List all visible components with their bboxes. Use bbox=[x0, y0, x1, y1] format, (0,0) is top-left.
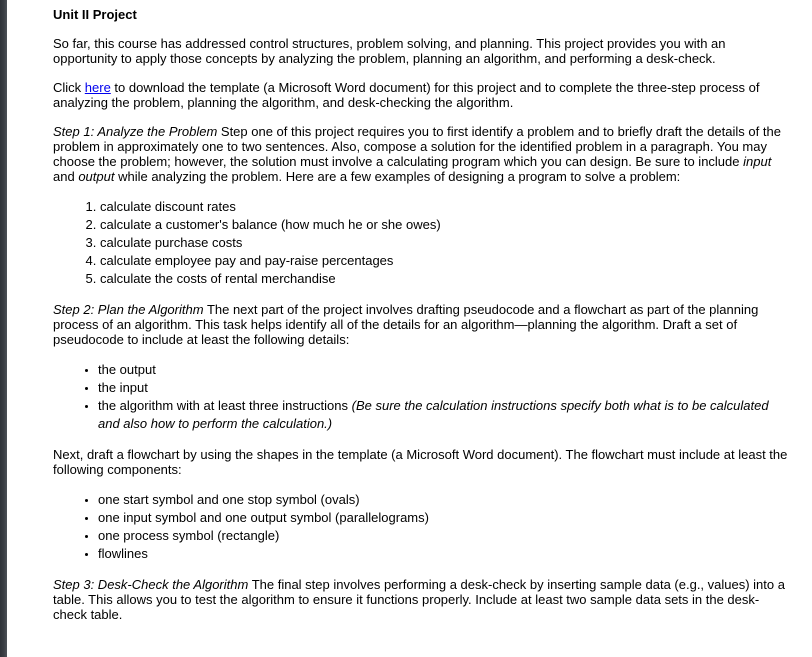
text-segment: So far, this course has addressed control structures, problem solving, and planning. This project provides you with an opportunity to apply those concepts by analyzing the problem, planning an algorithm, and performing a desk-check. bbox=[53, 36, 726, 66]
text-segment: while analyzing the problem. Here are a few examples of designing a program to solve a problem: bbox=[114, 169, 681, 184]
text-segment: calculate employee pay and pay-raise percentages bbox=[100, 253, 394, 268]
program-examples-list bbox=[53, 198, 790, 288]
list-item bbox=[98, 379, 790, 397]
text-segment: output bbox=[78, 169, 115, 184]
text-segment: one process symbol (rectangle) bbox=[98, 528, 280, 543]
list-item bbox=[98, 509, 790, 527]
list-item bbox=[98, 545, 790, 563]
text-segment: The final step involves performing a desk-check by inserting sample data (e.g., values) into a table. This allows you to test the algorithm to ensure it functions properly. Include at least two sample data sets in the desk-check table. bbox=[53, 577, 785, 622]
list-item bbox=[100, 270, 790, 288]
text-segment: calculate a customer's balance (how much he or she owes) bbox=[100, 217, 441, 232]
flowchart-paragraph bbox=[53, 447, 790, 477]
list-item bbox=[98, 491, 790, 509]
text-segment: the input bbox=[98, 380, 148, 395]
list-item bbox=[100, 216, 790, 234]
text-segment: Next, draft a flowchart by using the shapes in the template (a Microsoft Word document). The flowchart must include at least the following components: bbox=[53, 447, 788, 477]
text-segment: Step 3: Desk-Check the Algorithm bbox=[53, 577, 249, 592]
step1-paragraph bbox=[53, 124, 790, 184]
document-body bbox=[53, 36, 790, 622]
left-edge-strip bbox=[0, 0, 7, 657]
text-segment: Step 2: Plan the Algorithm bbox=[53, 302, 204, 317]
pseudocode-details-list bbox=[53, 361, 790, 433]
text-segment: (Be sure the calculation instructions specify both what is to be calculated and also how to perform the calculation.) bbox=[98, 398, 769, 431]
list-item bbox=[100, 198, 790, 216]
text-segment: The next part of the project involves drafting pseudocode and a flowchart as part of the planning process of an algorithm. This task helps identify all of the details for an algorithm—planning the algorithm. Draft a set of pseudocode to include at least the following details: bbox=[53, 302, 759, 347]
text-segment: and bbox=[53, 169, 79, 184]
page-title: Unit II Project bbox=[53, 7, 137, 22]
text-segment: input bbox=[743, 154, 772, 169]
text-segment: Step one of this project requires you to first identify a problem and to briefly draft the details of the problem in approximately one to two sentences. Also, compose a solution for the identified problem in a paragraph. You may choose the problem; however, the solution must involve a calculating program which you can design. Be sure to include bbox=[53, 124, 781, 169]
download-template-link[interactable]: here bbox=[84, 80, 111, 95]
list-item bbox=[98, 361, 790, 379]
text-segment: one input symbol and one output symbol (parallelograms) bbox=[98, 510, 429, 525]
text-segment: the output bbox=[98, 362, 156, 377]
list-item bbox=[98, 527, 790, 545]
list-item bbox=[100, 252, 790, 270]
step3-paragraph bbox=[53, 577, 790, 622]
text-segment: flowlines bbox=[98, 546, 148, 561]
step2-paragraph bbox=[53, 302, 790, 347]
document-page bbox=[53, 0, 790, 636]
text-segment: calculate purchase costs bbox=[100, 235, 243, 250]
text-segment: Step 1: Analyze the Problem bbox=[53, 124, 218, 139]
text-segment: calculate the costs of rental merchandise bbox=[100, 271, 336, 286]
intro-paragraph bbox=[53, 36, 790, 66]
list-item bbox=[100, 234, 790, 252]
text-segment: one start symbol and one stop symbol (ovals) bbox=[98, 492, 360, 507]
flowchart-components-list bbox=[53, 491, 790, 563]
download-paragraph bbox=[53, 80, 790, 110]
text-segment: calculate discount rates bbox=[100, 199, 236, 214]
text-segment: the algorithm with at least three instructions bbox=[98, 398, 352, 413]
text-segment: to download the template (a Microsoft Word document) for this project and to complete the three-step process of analyzing the problem, planning the algorithm, and desk-checking the algorithm. bbox=[53, 80, 760, 110]
list-item bbox=[98, 397, 790, 433]
text-segment: Click bbox=[53, 80, 85, 95]
